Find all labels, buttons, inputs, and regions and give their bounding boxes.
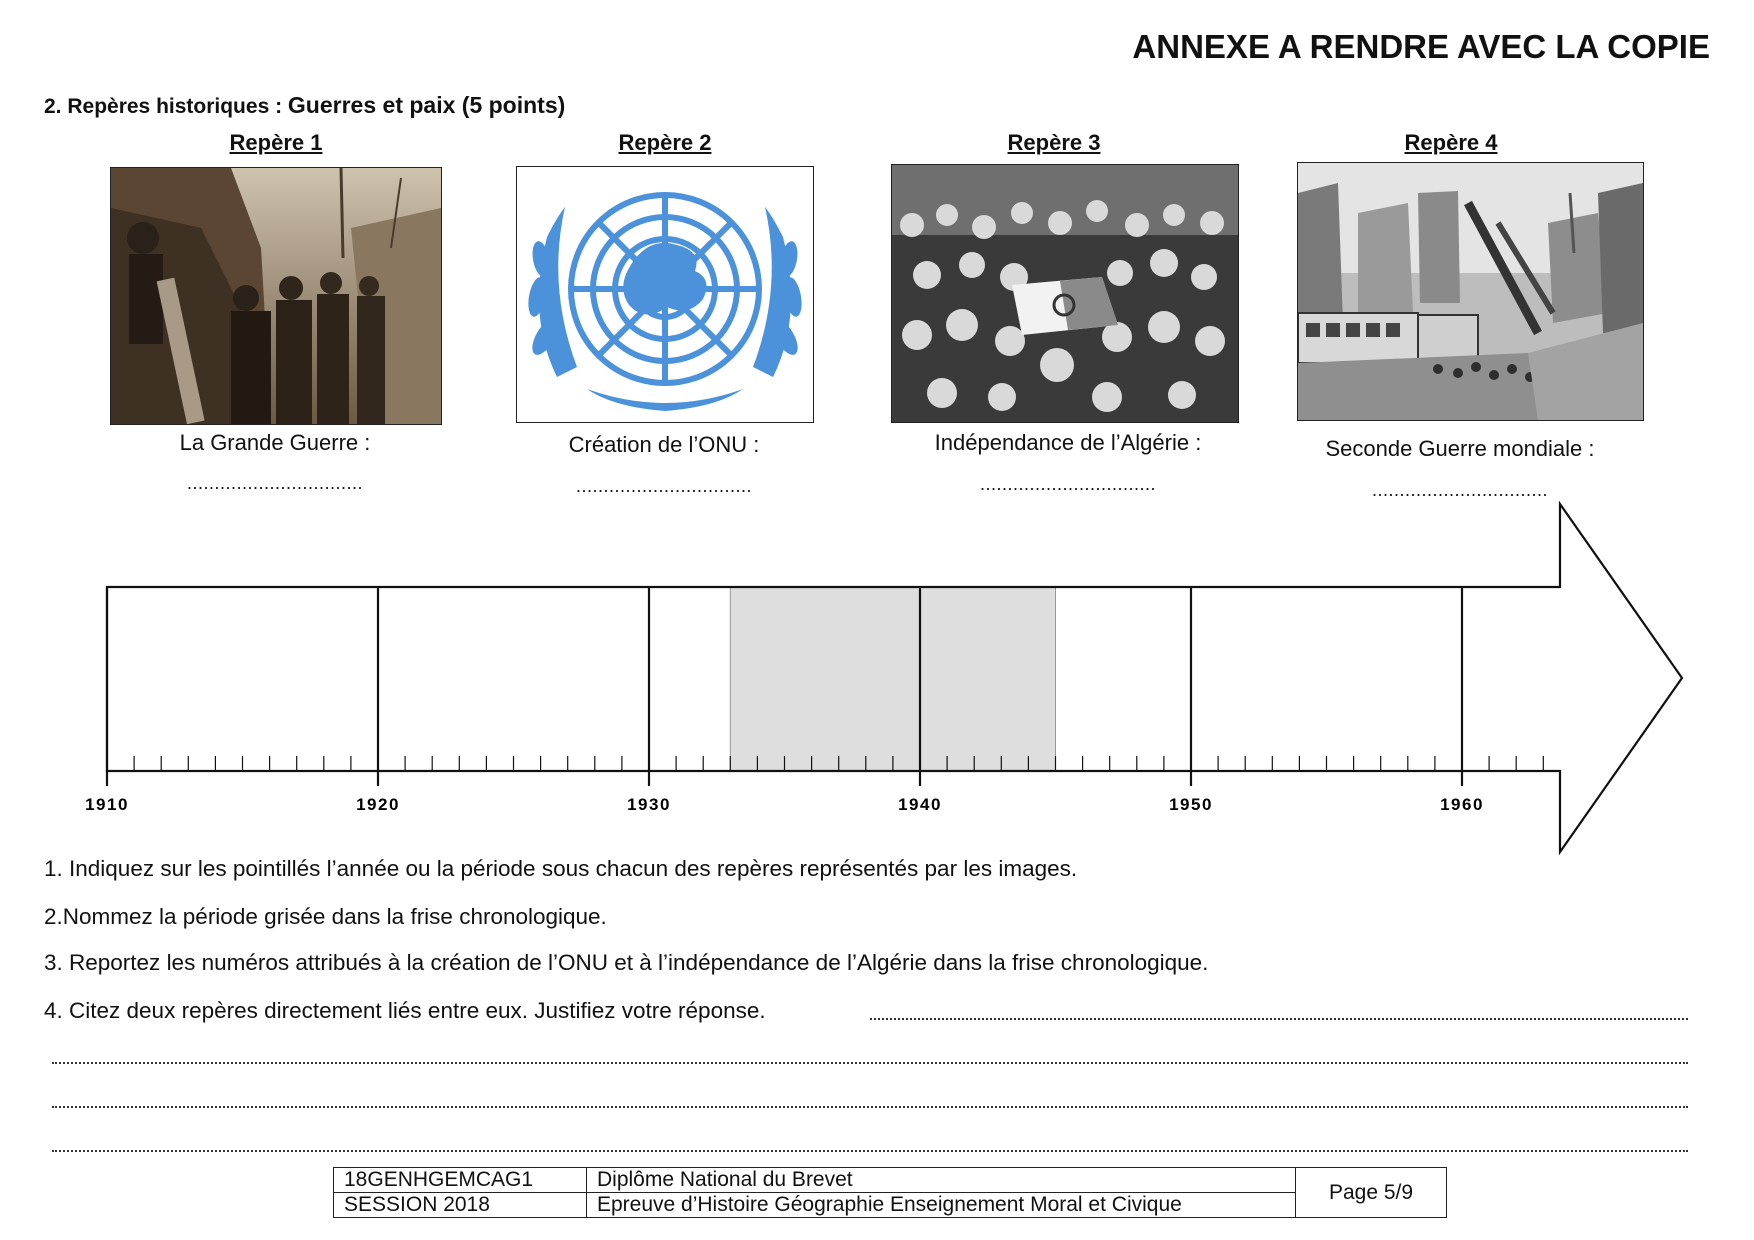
repere-2-dots: ................................ bbox=[575, 476, 753, 496]
repere-2-caption: Création de l’ONU : bbox=[568, 432, 760, 457]
repere-2-label: Repère 2 bbox=[618, 130, 712, 155]
answer-line-1[interactable] bbox=[870, 1018, 1688, 1020]
year-label: 1950 bbox=[1169, 795, 1213, 814]
section-heading: Guerres et paix (5 points) bbox=[287, 92, 566, 118]
footer-code: 18GENHGEMCAG1 bbox=[334, 1168, 587, 1193]
question-1: 1. Indiquez sur les pointillés l’année ou la période sous chacun des repères représentés par les images. bbox=[44, 856, 1078, 881]
question-4: 4. Citez deux repères directement liés entre eux. Justifiez votre réponse. bbox=[44, 998, 766, 1023]
ww1-trench-photo bbox=[110, 167, 442, 425]
footer-table bbox=[333, 1167, 1447, 1218]
repere-3-caption: Indépendance de l’Algérie : bbox=[934, 430, 1202, 455]
section-prefix: 2. Repères historiques : bbox=[44, 95, 288, 118]
repere-4-caption: Seconde Guerre mondiale : bbox=[1325, 436, 1595, 461]
answer-line-2[interactable] bbox=[52, 1062, 1688, 1064]
tick-labels bbox=[85, 795, 1484, 814]
answer-line-4[interactable] bbox=[52, 1150, 1688, 1152]
shaded-period bbox=[730, 587, 1055, 771]
footer-session: SESSION 2018 bbox=[334, 1193, 587, 1218]
question-2: 2.Nommez la période grisée dans la frise chronologique. bbox=[44, 904, 607, 929]
repere-1-caption: La Grande Guerre : bbox=[179, 430, 371, 455]
year-label: 1910 bbox=[85, 795, 129, 814]
timeline-arrow bbox=[0, 490, 1754, 860]
question-3: 3. Reportez les numéros attribués à la création de l’ONU et à l’indépendance de l’Algérie dans la frise chronologique. bbox=[44, 950, 1209, 975]
year-label: 1960 bbox=[1440, 795, 1484, 814]
annex-title: ANNEXE A RENDRE AVEC LA COPIE bbox=[1132, 28, 1710, 65]
repere-4-dots: ................................ bbox=[1371, 480, 1549, 500]
ww2-ruins-photo bbox=[1297, 162, 1644, 421]
footer-page: Page 5/9 bbox=[1296, 1168, 1447, 1218]
year-label: 1930 bbox=[627, 795, 671, 814]
footer-exam: Epreuve d’Histoire Géographie Enseignement Moral et Civique bbox=[587, 1193, 1296, 1218]
repere-1-dots: ................................ bbox=[186, 473, 364, 493]
un-emblem-frame bbox=[516, 166, 814, 423]
section-title bbox=[44, 92, 565, 119]
repere-1-label: Repère 1 bbox=[229, 130, 323, 155]
repere-3-label: Repère 3 bbox=[1007, 130, 1101, 155]
year-label: 1940 bbox=[898, 795, 942, 814]
un-emblem-icon bbox=[517, 167, 813, 422]
repere-4-label: Repère 4 bbox=[1404, 130, 1498, 155]
algeria-crowd-photo bbox=[891, 164, 1239, 423]
footer-diploma: Diplôme National du Brevet bbox=[587, 1168, 1296, 1193]
repere-3-dots: ................................ bbox=[979, 474, 1157, 494]
year-label: 1920 bbox=[356, 795, 400, 814]
answer-line-3[interactable] bbox=[52, 1106, 1688, 1108]
